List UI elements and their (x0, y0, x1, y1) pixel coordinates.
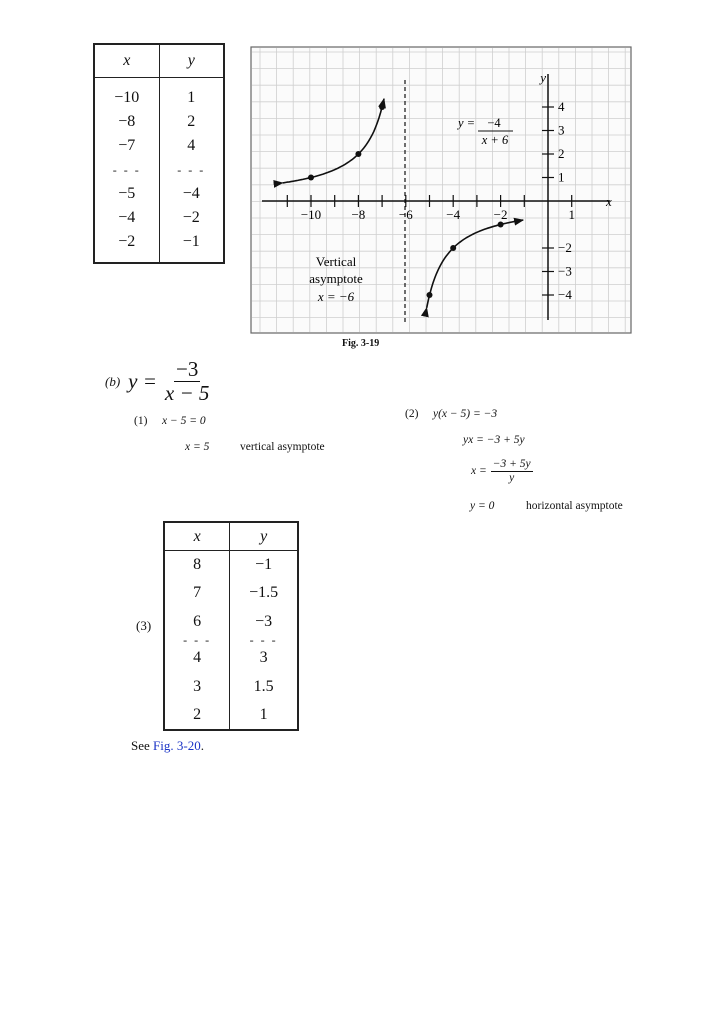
table2-x-cell: 4 (164, 644, 230, 672)
values-table-1 (93, 43, 225, 264)
step2-equation2: yx = −3 + 5y (463, 434, 525, 446)
step2-eq3-denominator: y (509, 471, 515, 484)
table-row (164, 644, 298, 672)
table-row (164, 607, 298, 635)
table1-separator-y: - - - (177, 163, 206, 177)
data-point (427, 292, 433, 298)
part-b-numerator: −3 (176, 357, 199, 381)
table1-x-cell: −4 (94, 206, 159, 230)
table-row (164, 579, 298, 607)
x-tick-label: 1 (568, 207, 575, 222)
step2-equation3 (471, 458, 533, 484)
y-tick-label: 3 (558, 122, 565, 138)
see-figure-line (131, 738, 204, 754)
figure-caption: Fig. 3-19 (342, 338, 380, 349)
table2-y-cell: 3 (259, 649, 268, 667)
table-row (164, 551, 298, 580)
table2-y-cell: −1 (255, 556, 273, 574)
table1-x-cell: −10 (94, 86, 159, 110)
table1-x-cell: −5 (94, 182, 159, 206)
part-b-denominator: x − 5 (164, 381, 210, 406)
table-separator-row (164, 636, 298, 645)
table2-separator-x: - - - (164, 636, 230, 645)
data-point (355, 151, 361, 157)
table-row (94, 110, 224, 134)
asymptote-label-line2: asymptote (309, 271, 363, 286)
data-point (450, 245, 456, 251)
data-point (379, 104, 385, 110)
y-axis-label: y (540, 70, 546, 85)
table-row (164, 701, 298, 730)
step2-equation4: y = 0 (470, 500, 495, 512)
part-b-heading (105, 358, 211, 405)
asymptote-label-line3: x = −6 (317, 289, 355, 304)
table-row (94, 206, 224, 230)
values-table-2 (163, 521, 299, 731)
table-separator-row (94, 158, 224, 182)
table1-header-x: x (94, 44, 159, 78)
equation-lhs: y = (458, 116, 476, 130)
rational-function-graph (250, 46, 632, 334)
equation-denominator: x + 6 (481, 133, 509, 147)
table1-x-cell: −2 (94, 230, 159, 254)
x-tick-label: −8 (351, 207, 366, 222)
table2-x-cell: 8 (164, 551, 230, 580)
table1-separator-x: - - - (94, 158, 159, 182)
step1-equation2: x = 5 (185, 441, 210, 453)
table2-x-cell: 6 (164, 607, 230, 635)
table-row (164, 672, 298, 700)
step2-eq3-lhs: x = (471, 465, 487, 478)
table2-x-cell: 2 (164, 701, 230, 730)
part-b-label: (b) (105, 373, 121, 389)
x-tick-label: −2 (493, 207, 508, 222)
table-row (94, 230, 224, 254)
table-row (94, 86, 224, 110)
step2-equation1: y(x − 5) = −3 (433, 408, 498, 420)
table1-y-cell: −1 (182, 233, 200, 250)
equation-numerator: −4 (487, 116, 501, 130)
x-tick-label: −6 (398, 207, 413, 222)
table1-header-y: y (159, 44, 224, 78)
table1-y-cell: 1 (187, 89, 196, 106)
step2-eq3-fraction (491, 458, 533, 484)
table1-x-cell: −8 (94, 110, 159, 134)
table2-header-x: x (164, 522, 230, 551)
see-end: . (200, 738, 204, 753)
table2-y-cell: 1.5 (253, 677, 274, 695)
y-tick-label: 1 (558, 169, 565, 185)
table2-x-cell: 7 (164, 579, 230, 607)
part-b-fraction (163, 358, 212, 405)
data-point (498, 222, 504, 228)
step1-note: vertical asymptote (240, 441, 325, 453)
table1-y-cell: −2 (182, 209, 200, 226)
table2-x-cell: 3 (164, 672, 230, 700)
table1-y-cell: 4 (187, 137, 196, 154)
step2-label: (2) (405, 408, 419, 420)
part-b-lhs: y = (128, 369, 157, 394)
step3-label: (3) (136, 618, 152, 633)
step2-eq3-numerator: −3 + 5y (492, 458, 531, 470)
table2-y-cell: −1.5 (249, 584, 279, 602)
y-tick-label: −3 (558, 263, 572, 279)
graph-frame (251, 47, 631, 333)
table1-y-cell: −4 (182, 185, 200, 202)
table1-x-cell: −7 (94, 134, 159, 158)
y-tick-label: 2 (558, 146, 565, 161)
x-axis-label: x (606, 194, 612, 209)
table2-header-y: y (230, 522, 298, 551)
step1-equation1: x − 5 = 0 (162, 415, 206, 427)
step2-note: horizontal asymptote (526, 500, 623, 512)
asymptote-label-line1: Vertical (315, 254, 357, 269)
data-point (308, 175, 314, 181)
x-tick-label: −10 (300, 207, 322, 222)
table2-separator-y: - - - (249, 632, 278, 647)
figure-3-20-link[interactable]: Fig. 3-20 (153, 738, 201, 753)
table1-y-cell: 2 (187, 113, 196, 130)
table-row (94, 134, 224, 158)
y-tick-label: 4 (558, 99, 565, 114)
y-tick-label: −2 (558, 240, 572, 255)
see-text: See (131, 738, 154, 753)
table2-y-cell: 1 (259, 705, 268, 723)
x-tick-label: −4 (446, 207, 461, 222)
table-row (94, 182, 224, 206)
y-tick-label: −4 (558, 287, 572, 302)
step1-label: (1) (134, 415, 148, 427)
table2-y-cell: −3 (255, 612, 273, 630)
